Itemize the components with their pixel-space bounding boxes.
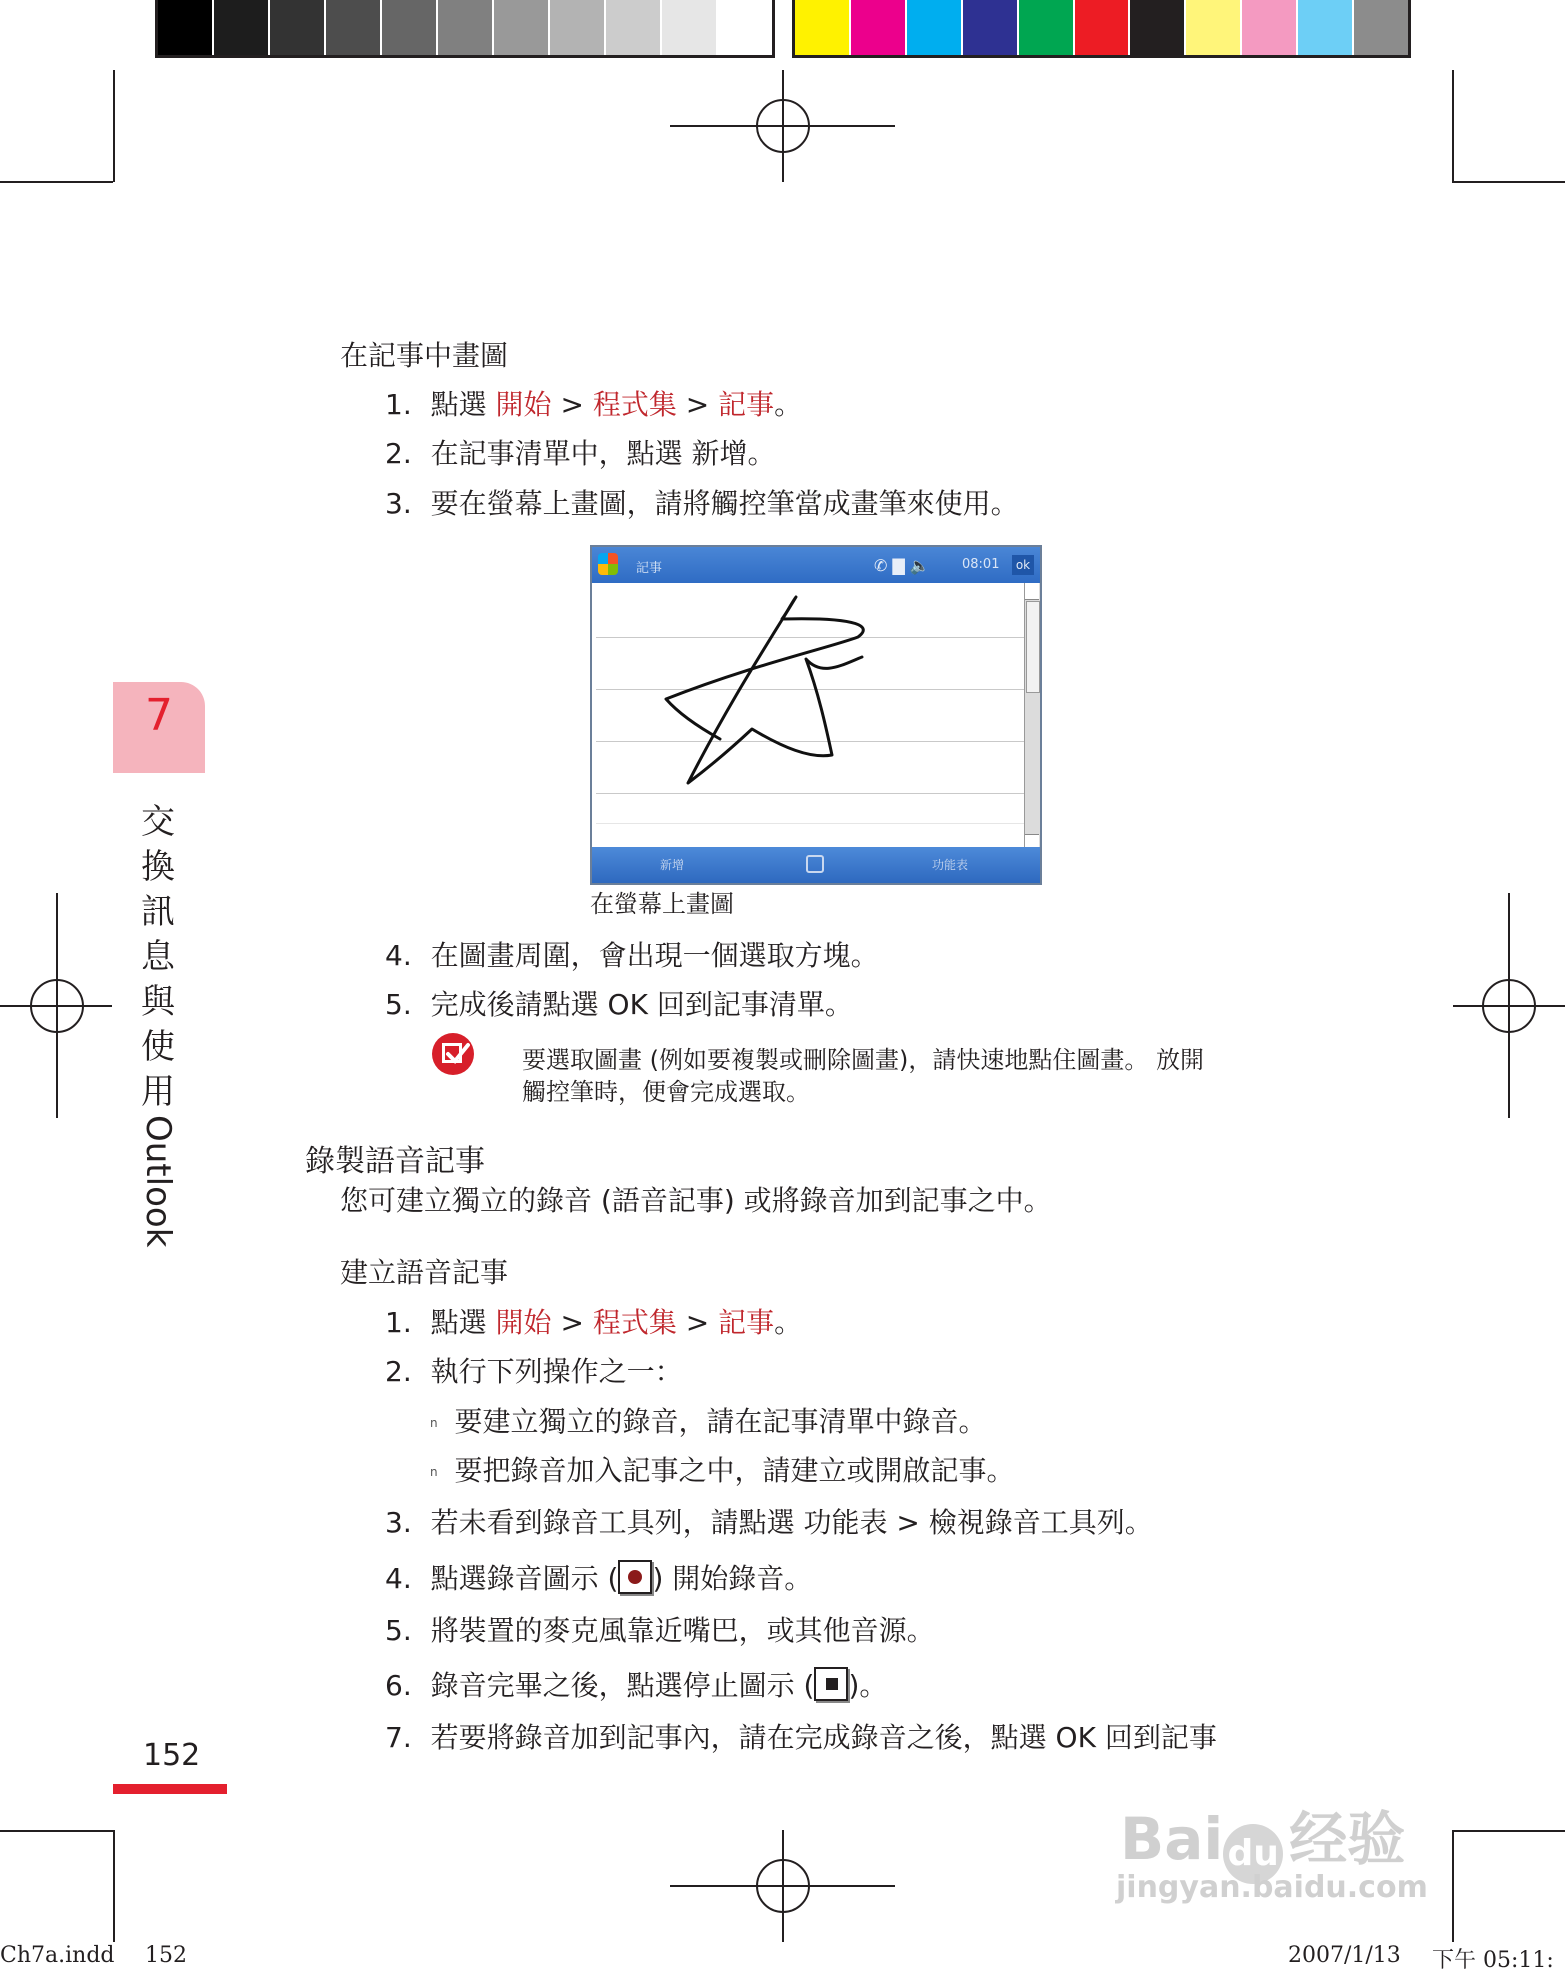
color-swatch [606, 0, 662, 55]
crop-mark [1452, 1830, 1565, 1832]
draw-step-3 [385, 486, 1019, 522]
grayscale-color-bar [155, 0, 775, 58]
step-text: 點選 [430, 388, 496, 421]
chapter-title-char: 息 [141, 937, 175, 977]
step-number: 2. [385, 437, 412, 470]
watermark-url: jingyan.baidu.com [1116, 1870, 1428, 1905]
chapter-title-char: 換 [141, 847, 175, 887]
step-sep: > [676, 388, 719, 421]
color-swatch [158, 0, 214, 55]
step-text: 若未看到錄音工具列，請點選 功能表 > 檢視錄音工具列。 [430, 1506, 1153, 1539]
color-swatch [662, 0, 718, 55]
step-text: 在記事清單中，點選 新增。 [430, 437, 776, 470]
record-icon [618, 1560, 652, 1594]
color-swatch [1075, 0, 1131, 55]
voice-step-2 [385, 1354, 683, 1390]
chapter-title-char: 用 [141, 1072, 175, 1112]
watermark-brand-c: 经验 [1289, 1805, 1406, 1873]
step-text: 完成後請點選 OK 回到記事清單。 [430, 988, 853, 1021]
registration-mark-left [30, 979, 84, 1033]
step-text: 若要將錄音加到記事內，請在完成錄音之後，點選 OK 回到記事 [430, 1721, 1217, 1754]
color-swatch [1019, 0, 1075, 55]
step-number: 2. [385, 1355, 412, 1388]
screenshot-caption: 在螢幕上畫圖 [590, 890, 734, 918]
bullet-text: 要建立獨立的錄音，請在記事清單中錄音。 [454, 1405, 987, 1438]
step-number: 7. [385, 1721, 412, 1754]
notes-screenshot [590, 545, 1042, 885]
step-number: 1. [385, 1306, 412, 1339]
step-end: 。 [774, 1306, 803, 1339]
voice-step-4 [385, 1560, 812, 1597]
crop-mark [0, 181, 113, 183]
section-heading-voice: 錄製語音記事 [305, 1144, 485, 1179]
step-text: 點選 [430, 1306, 496, 1339]
step-text: 錄音完畢之後，點選停止圖示 ( [430, 1669, 815, 1702]
voice-intro: 您可建立獨立的錄音 (語音記事) 或將錄音加到記事之中。 [340, 1184, 1052, 1217]
crop-mark [113, 70, 115, 182]
bullet-marker: n [430, 1416, 438, 1430]
step-end: 。 [774, 388, 803, 421]
menu-notes: 記事 [718, 1306, 775, 1339]
crop-mark [113, 1830, 115, 1942]
step-number: 3. [385, 487, 412, 520]
note-line-1: 要選取圖畫 (例如要複製或刪除圖畫)，請快速地點住圖畫。 放開 [522, 1046, 1204, 1074]
step-text: 在圖畫周圍，會出現一個選取方塊。 [430, 939, 879, 972]
draw-step-2 [385, 436, 776, 472]
footer-date: 2007/1/13 [1288, 1943, 1401, 1968]
chapter-title-char: 與 [141, 982, 175, 1022]
color-swatch [550, 0, 606, 55]
chapter-title-char: 使 [141, 1027, 175, 1067]
footer-time: 下午 05:11: [1432, 1948, 1554, 1973]
screenshot-softkey-bar [592, 847, 1040, 883]
screenshot-app-title: 記事 [636, 561, 663, 576]
step-number: 6. [385, 1669, 412, 1702]
step-text: )。 [848, 1669, 888, 1702]
step-text: 執行下列操作之一： [430, 1355, 683, 1388]
chapter-tab [113, 682, 205, 773]
color-swatch [1186, 0, 1242, 55]
signal-icon: ✆ ▇ 🔈 [874, 556, 930, 575]
chapter-number: 7 [145, 690, 173, 741]
voice-step-7 [385, 1720, 1217, 1756]
color-swatch [214, 0, 270, 55]
step-sep: > [551, 388, 593, 421]
color-swatch [1354, 0, 1408, 55]
menu-start: 開始 [495, 388, 552, 421]
color-swatch [438, 0, 494, 55]
color-swatch [326, 0, 382, 55]
chapter-title [138, 800, 178, 1295]
registration-mark-top [756, 99, 810, 153]
bullet-marker: n [430, 1465, 438, 1479]
page-number-rule [113, 1784, 227, 1794]
draw-step-5 [385, 987, 853, 1023]
color-swatch [795, 0, 851, 55]
crop-mark [1452, 1830, 1454, 1942]
menu-notes: 記事 [718, 388, 775, 421]
screenshot-ok-button: ok [1012, 555, 1034, 575]
step-number: 4. [385, 1562, 412, 1595]
softkey-new: 新增 [660, 858, 685, 872]
step-text: 將裝置的麥克風靠近嘴巴，或其他音源。 [430, 1614, 935, 1647]
subheading-create-voice: 建立語音記事 [340, 1256, 509, 1289]
step-text: ) 開始錄音。 [652, 1562, 813, 1595]
voice-step-1 [385, 1305, 802, 1341]
note-line-2: 觸控筆時，便會完成選取。 [522, 1078, 810, 1106]
color-swatch [1298, 0, 1354, 55]
color-swatch [270, 0, 326, 55]
step-number: 5. [385, 1614, 412, 1647]
chapter-title-char: 交 [141, 802, 175, 842]
draw-step-4 [385, 938, 879, 974]
process-color-bar [792, 0, 1411, 58]
chapter-title-char: 訊 [141, 892, 175, 932]
footer-filename: Ch7a.indd [0, 1943, 115, 1968]
step-sep: > [551, 1306, 593, 1339]
watermark-brand-b: du [1227, 1833, 1279, 1874]
stop-icon [814, 1667, 848, 1701]
voice-bullet-2 [430, 1453, 1015, 1490]
registration-mark-right [1482, 979, 1536, 1033]
step-text: 要在螢幕上畫圖，請將觸控筆當成畫筆來使用。 [430, 487, 1019, 520]
menu-programs: 程式集 [592, 388, 677, 421]
chapter-title-latin: Outlook [138, 1115, 178, 1248]
screenshot-time: 08:01 [962, 557, 1000, 572]
color-swatch [851, 0, 907, 55]
step-sep: > [676, 1306, 719, 1339]
softkey-menu: 功能表 [932, 858, 969, 872]
input-panel-icon [806, 855, 824, 873]
color-swatch [963, 0, 1019, 55]
crop-mark [1452, 70, 1454, 182]
color-swatch [1130, 0, 1186, 55]
watermark-brand-a: Bai [1120, 1805, 1224, 1873]
bullet-text: 要把錄音加入記事之中，請建立或開啟記事。 [454, 1454, 1015, 1487]
page-number: 152 [143, 1738, 201, 1773]
step-number: 5. [385, 988, 412, 1021]
voice-step-5 [385, 1613, 935, 1649]
menu-start: 開始 [495, 1306, 552, 1339]
color-swatch [494, 0, 550, 55]
step-text: 點選錄音圖示 ( [430, 1562, 619, 1595]
color-swatch [718, 0, 772, 55]
step-number: 4. [385, 939, 412, 972]
voice-step-3 [385, 1505, 1153, 1541]
color-swatch [382, 0, 438, 55]
step-number: 1. [385, 388, 412, 421]
registration-mark-bottom [756, 1859, 810, 1913]
color-swatch [907, 0, 963, 55]
voice-step-6 [385, 1667, 887, 1704]
color-swatch [1242, 0, 1298, 55]
crop-mark [0, 1830, 113, 1832]
crop-mark [1452, 181, 1565, 183]
section-heading-draw: 在記事中畫圖 [340, 339, 509, 372]
star-drawing [592, 547, 1040, 883]
voice-bullet-1 [430, 1404, 987, 1441]
draw-step-1 [385, 387, 802, 423]
footer-file-page: 152 [145, 1943, 187, 1968]
note-check-icon [432, 1033, 474, 1075]
menu-programs: 程式集 [592, 1306, 677, 1339]
step-number: 3. [385, 1506, 412, 1539]
